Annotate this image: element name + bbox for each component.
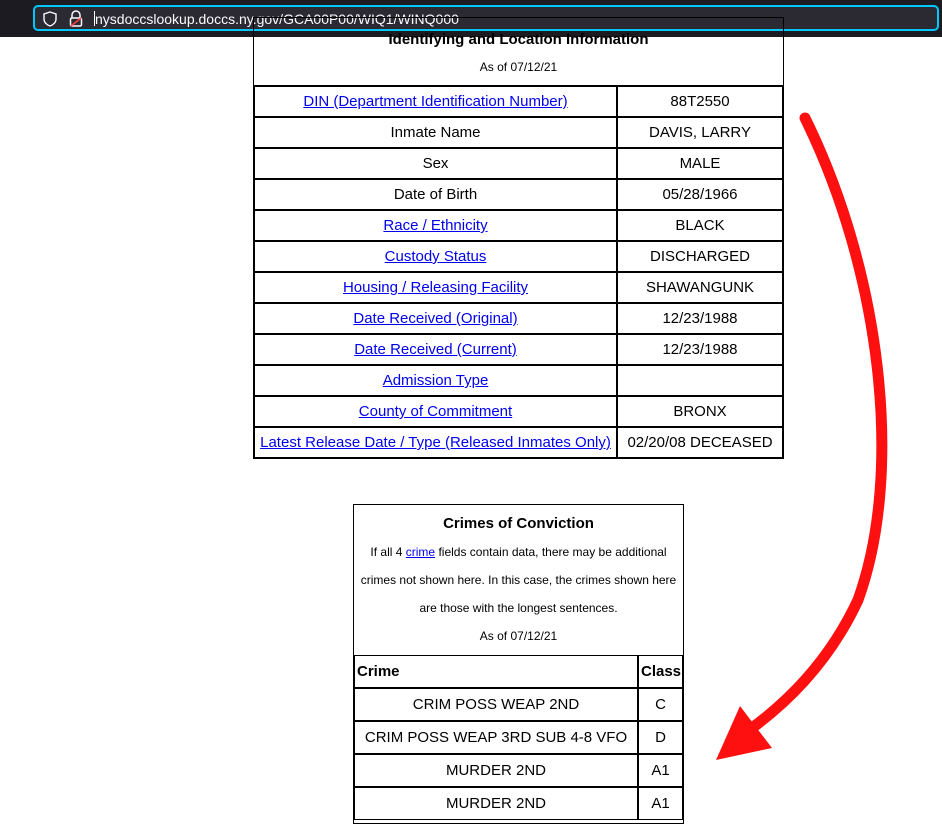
- crime-class-cell: A1: [638, 787, 683, 820]
- identifying-as-of: As of 07/12/21: [479, 60, 558, 74]
- info-value-cell: 12/23/1988: [617, 334, 783, 365]
- crime-row: [354, 721, 683, 754]
- crimes-table: [354, 655, 683, 820]
- info-label-cell: [254, 86, 617, 117]
- info-label-cell: [254, 334, 617, 365]
- info-row: [254, 241, 783, 272]
- crimes-note-line3: are those with the longest sentences.: [419, 601, 618, 615]
- crimes-as-of: As of 07/12/21: [479, 629, 558, 643]
- info-row: [254, 148, 783, 179]
- info-row: [254, 86, 783, 117]
- info-row: [254, 210, 783, 241]
- info-label: Sex: [422, 155, 449, 172]
- info-label-link[interactable]: Latest Release Date / Type (Released Inmates Only): [260, 434, 611, 451]
- info-label-cell: [254, 303, 617, 334]
- class-column-header: Class: [638, 655, 683, 688]
- info-value-cell: 05/28/1966: [617, 179, 783, 210]
- crime-name-cell: CRIM POSS WEAP 3RD SUB 4-8 VFO: [354, 721, 638, 754]
- crime-name-cell: CRIM POSS WEAP 2ND: [354, 688, 638, 721]
- info-label-link[interactable]: Date Received (Original): [353, 310, 518, 327]
- info-label-cell: [254, 148, 617, 179]
- info-row: [254, 303, 783, 334]
- info-label-cell: [254, 272, 617, 303]
- lock-icon[interactable]: [69, 10, 83, 33]
- info-row: [254, 179, 783, 210]
- crime-link[interactable]: crime: [405, 545, 436, 559]
- info-value-cell: BLACK: [617, 210, 783, 241]
- identifying-table: [253, 85, 784, 459]
- crimes-note-before: If all 4: [370, 545, 406, 559]
- identifying-title: Identifying and Location Information: [388, 31, 649, 48]
- info-label-cell: [254, 241, 617, 272]
- info-label-cell: [254, 210, 617, 241]
- info-row: [254, 365, 783, 396]
- crime-class-cell: A1: [638, 754, 683, 787]
- info-label-cell: [254, 117, 617, 148]
- info-label-cell: [254, 365, 617, 396]
- info-value-cell: 88T2550: [617, 86, 783, 117]
- crime-column-header: Crime: [354, 655, 638, 688]
- identifying-header: [254, 18, 783, 87]
- identifying-header-box: [253, 17, 784, 87]
- info-value-cell: [617, 365, 783, 396]
- crime-name-cell: MURDER 2ND: [354, 754, 638, 787]
- info-row: [254, 334, 783, 365]
- crime-class-cell: D: [638, 721, 683, 754]
- info-label-link[interactable]: County of Commitment: [358, 403, 513, 420]
- crimes-header-row: [354, 655, 683, 688]
- crime-name-cell: MURDER 2ND: [354, 787, 638, 820]
- info-row: [254, 396, 783, 427]
- info-row: [254, 117, 783, 148]
- crimes-note-line1: [354, 545, 683, 559]
- info-label: Date of Birth: [393, 186, 478, 203]
- crimes-title: Crimes of Conviction: [443, 515, 594, 532]
- crime-class-cell: C: [638, 688, 683, 721]
- info-value-cell: DISCHARGED: [617, 241, 783, 272]
- info-label-link[interactable]: Race / Ethnicity: [383, 217, 488, 234]
- info-row: [254, 272, 783, 303]
- info-value-cell: DAVIS, LARRY: [617, 117, 783, 148]
- info-label: Inmate Name: [390, 124, 481, 141]
- crime-row: [354, 688, 683, 721]
- crimes-note-after: fields contain data, there may be additional: [435, 545, 667, 559]
- crimes-note-line2: crimes not shown here. In this case, the crimes shown here: [360, 573, 677, 587]
- info-value-cell: 02/20/08 DECEASED: [617, 427, 783, 458]
- info-value-cell: BRONX: [617, 396, 783, 427]
- crime-row: [354, 754, 683, 787]
- info-value-cell: SHAWANGUNK: [617, 272, 783, 303]
- shield-icon[interactable]: [43, 11, 57, 32]
- info-label-cell: [254, 427, 617, 458]
- info-label-cell: [254, 179, 617, 210]
- info-label-cell: [254, 396, 617, 427]
- info-row: [254, 427, 783, 458]
- info-value-cell: 12/23/1988: [617, 303, 783, 334]
- info-label-link[interactable]: Admission Type: [382, 372, 489, 389]
- info-label-link[interactable]: Housing / Releasing Facility: [342, 279, 529, 296]
- info-label-link[interactable]: Date Received (Current): [354, 341, 517, 358]
- info-label-link[interactable]: Custody Status: [384, 248, 487, 265]
- info-value-cell: MALE: [617, 148, 783, 179]
- info-label-link[interactable]: DIN (Department Identification Number): [303, 93, 568, 110]
- url-value: nysdoccslookup.doccs.ny.gov/GCA00P00/WIQ1/WINQ000: [95, 11, 459, 27]
- crime-row: [354, 787, 683, 820]
